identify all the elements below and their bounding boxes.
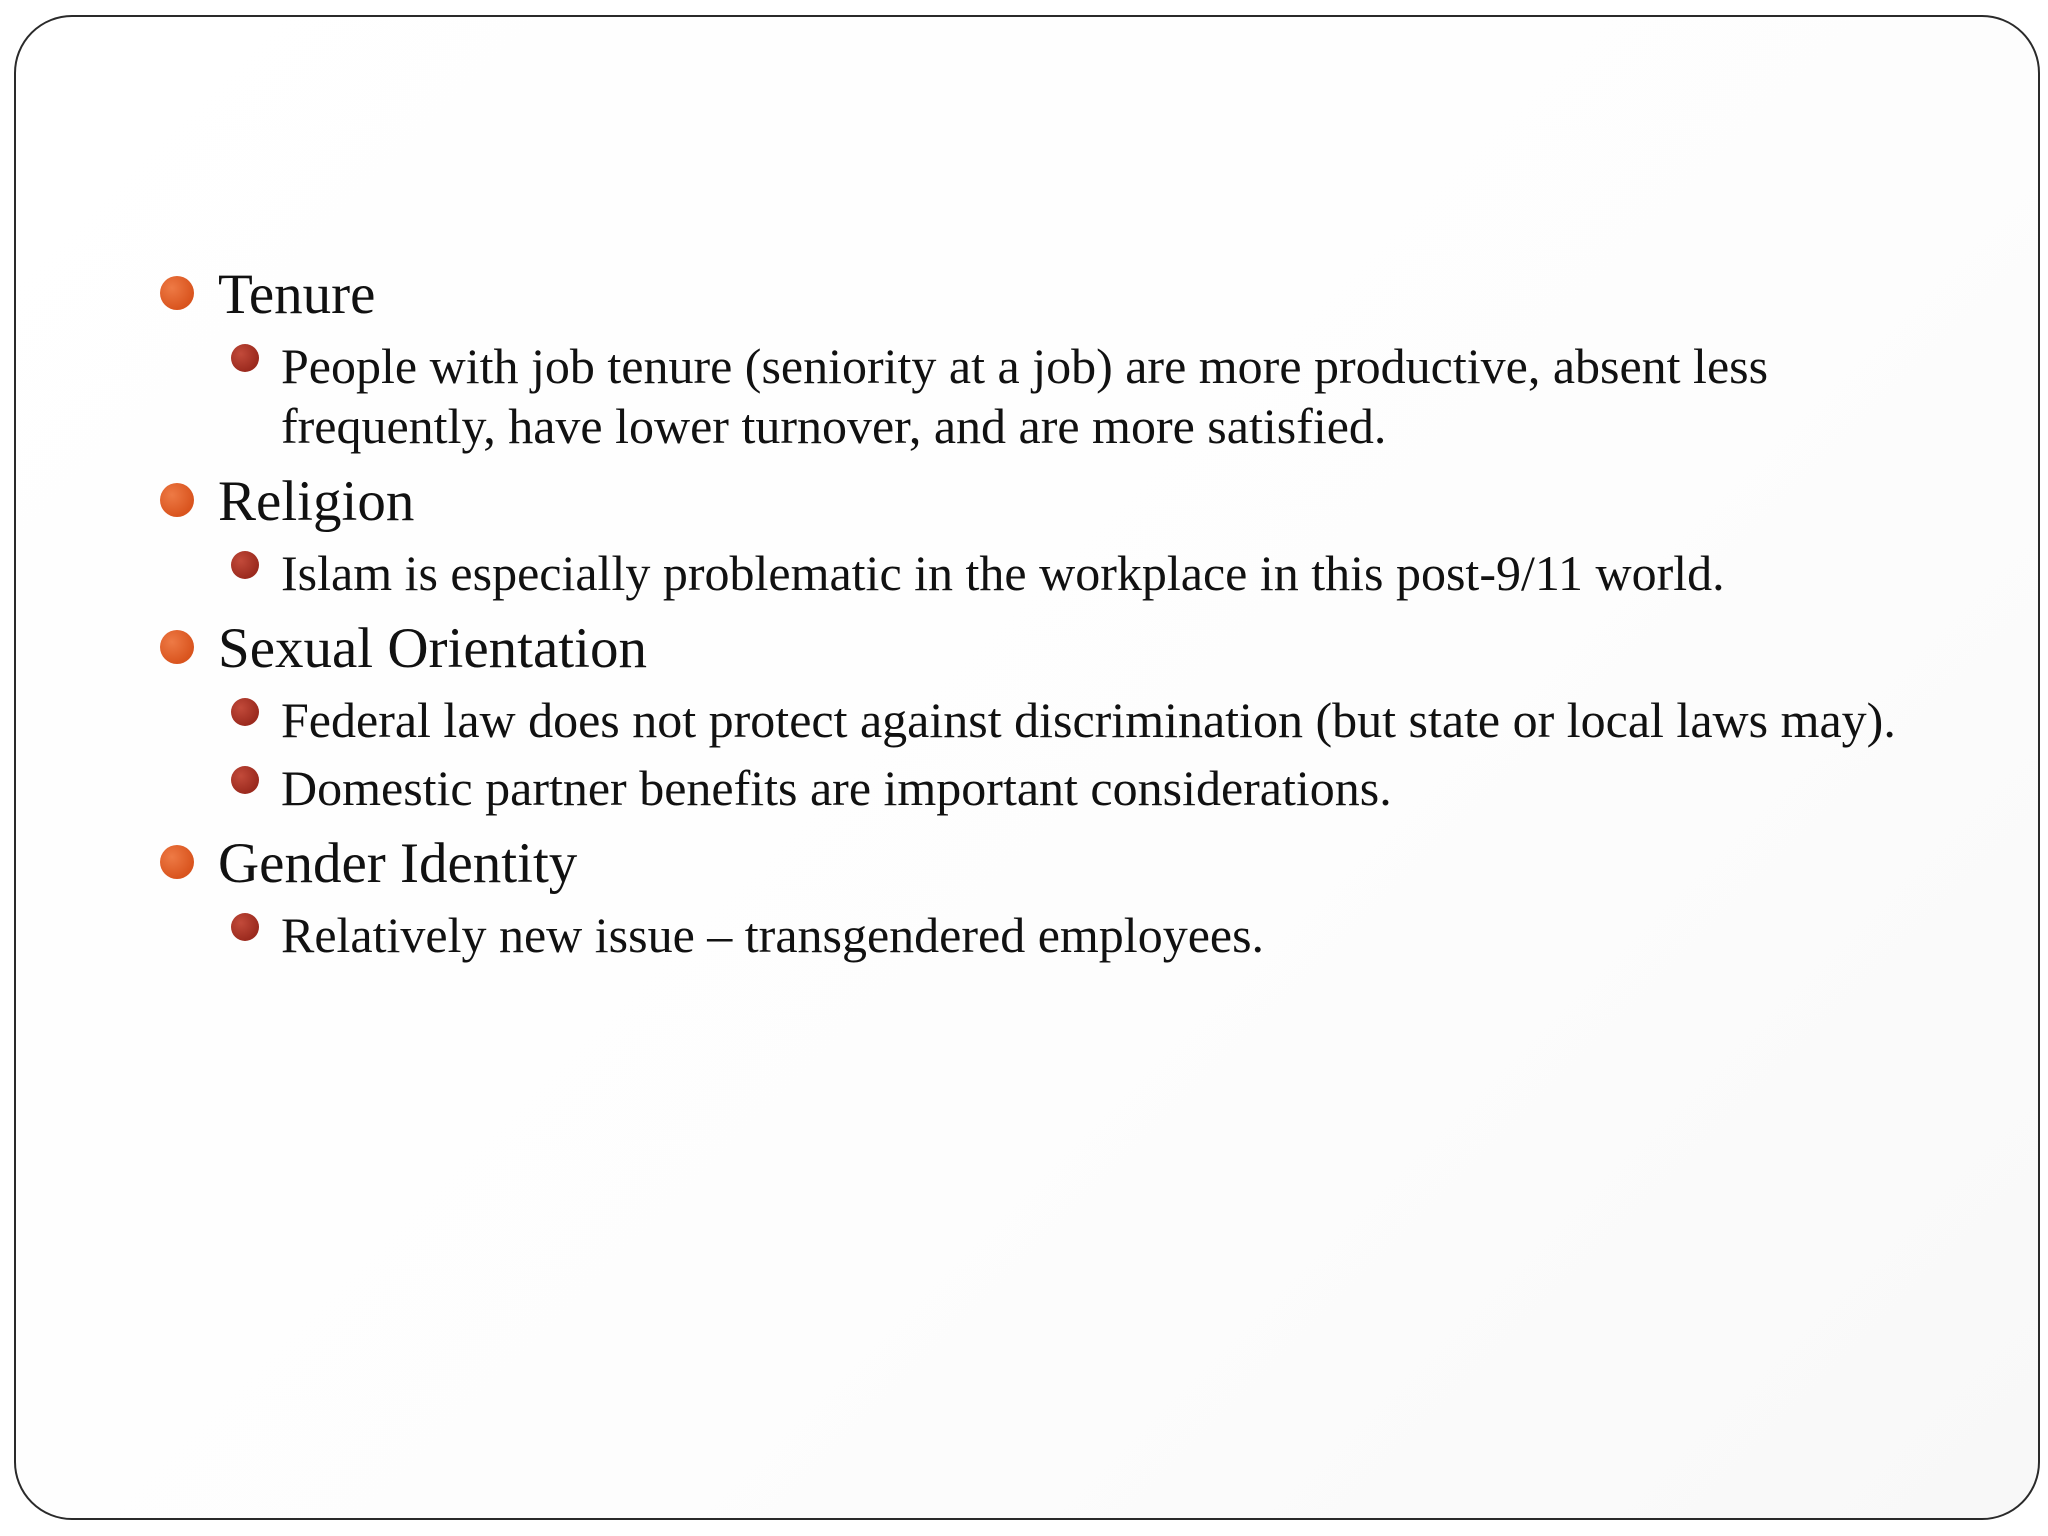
sub-bullet-text: Federal law does not protect against discrimination (but state or local laws may). <box>281 692 1896 748</box>
circle-bullet-icon <box>231 913 259 941</box>
sub-bullet <box>156 690 1976 750</box>
sub-bullet-text: People with job tenure (seniority at a job) are more productive, absent less frequently, have lower turnover, and are more satisfied. <box>281 338 1769 454</box>
sub-bullet-text: Domestic partner benefits are important considerations. <box>281 760 1392 816</box>
bullet-heading: Religion <box>218 470 415 533</box>
sub-bullet <box>156 336 1976 456</box>
sub-bullet-list <box>156 543 1976 603</box>
circle-bullet-icon <box>231 698 259 726</box>
bullet-list <box>156 262 1976 973</box>
circle-bullet-icon <box>160 483 194 517</box>
sub-bullet-text: Relatively new issue – transgendered employees. <box>281 907 1265 963</box>
sub-bullet-list <box>156 690 1976 818</box>
sub-bullet-list <box>156 905 1976 965</box>
bullet-heading: Tenure <box>218 263 376 326</box>
circle-bullet-icon <box>231 344 259 372</box>
bullet-religion <box>156 469 1976 535</box>
bullet-gender-identity <box>156 831 1976 897</box>
circle-bullet-icon <box>160 276 194 310</box>
circle-bullet-icon <box>160 630 194 664</box>
sub-bullet-list <box>156 336 1976 456</box>
bullet-sexual-orientation <box>156 616 1976 682</box>
circle-bullet-icon <box>231 551 259 579</box>
bullet-heading: Gender Identity <box>218 832 578 895</box>
slide-frame <box>14 15 2040 1520</box>
sub-bullet-text: Islam is especially problematic in the workplace in this post-9/11 world. <box>281 545 1725 601</box>
bullet-heading: Sexual Orientation <box>218 617 647 680</box>
circle-bullet-icon <box>231 766 259 794</box>
bullet-tenure <box>156 262 1976 328</box>
sub-bullet <box>156 543 1976 603</box>
sub-bullet <box>156 905 1976 965</box>
sub-bullet <box>156 758 1976 818</box>
circle-bullet-icon <box>160 845 194 879</box>
